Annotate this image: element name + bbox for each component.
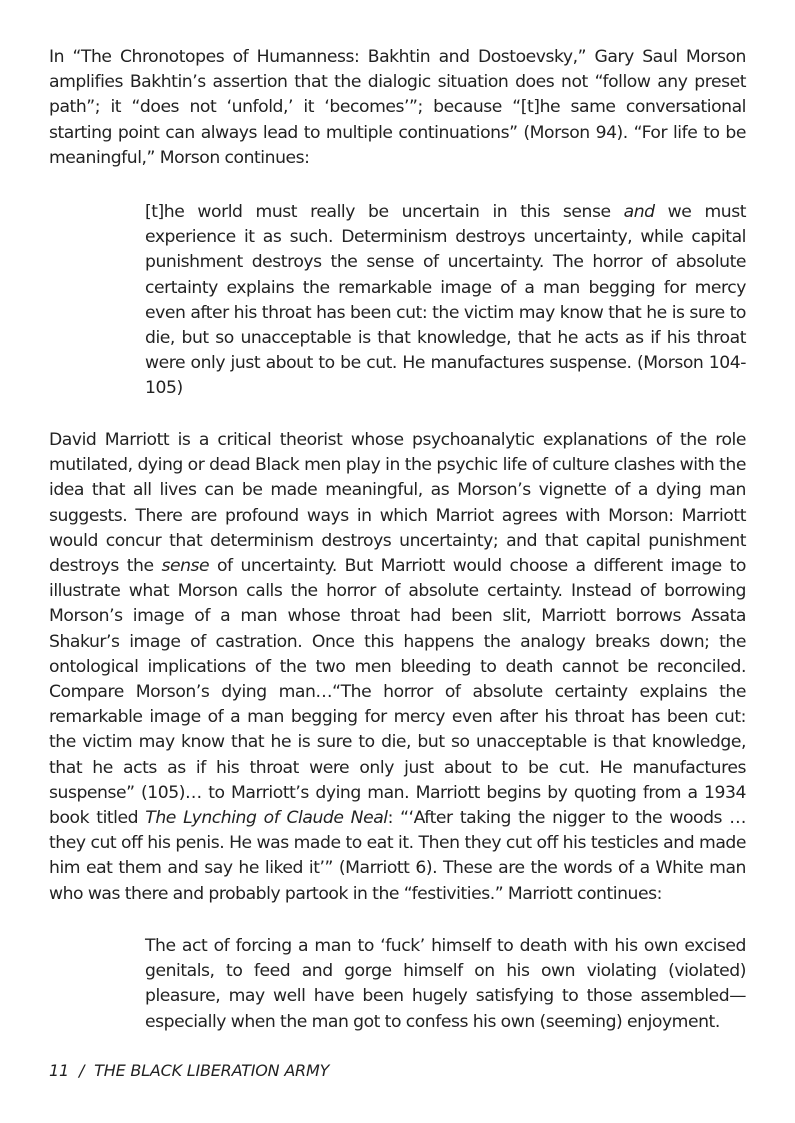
block-quote — [145, 200, 746, 402]
book-title: The Lynching of Claude Neal — [145, 808, 388, 829]
body-paragraph — [49, 45, 746, 171]
quote-text: The act of forcing a man to ‘fuck’ himself to death with his own excised genitals, to feed and gorge himself on his own violating (violated) pleasure, may well have been hugely satisfying to those assembled—especially when the man got to confess his own (seeming) enjoyment. — [145, 936, 746, 1032]
page-number: 11 — [49, 1061, 69, 1080]
paragraph-text: : “‘After taking the nigger to the woods …they cut off his penis. He was made to eat it. Then they cut off his testicles and made him eat them and say he liked it’” (Marriott 6). These are the words of a White man who was there and probably partook in the “festivities.” Marriott continues: — [49, 808, 746, 904]
quote-text: [t]he world must really be uncertain in this sense — [145, 202, 624, 222]
page-footer — [49, 1061, 329, 1080]
running-title: THE BLACK LIBERATION ARMY — [94, 1061, 330, 1080]
quote-emphasis: and — [623, 202, 655, 222]
block-quote — [145, 934, 746, 1035]
footer-separator: / — [78, 1061, 85, 1080]
quote-text: we must experience it as such. Determinism destroys uncertainty, while capital punishment destroys the sense of uncertainty. The horror of absolute certainty explains the remarkable image of a man begging for mercy even after his throat has been cut: the victim may know that he is sure to die, but so unacceptable is that knowledge, that he acts as if his throat were only just about to be cut. He manufactures suspense. (Morson 104-105) — [145, 202, 746, 399]
body-paragraph — [49, 428, 746, 907]
paragraph-text: David Marriott is a critical theorist whose psychoanalytic explanations of the role mutilated, dying or dead Black men play in the psychic life of culture clashes with the idea that all lives can be made meaningful, as Morson’s vignette of a dying man suggests. There are profound ways in which Marriot agrees with Morson: Marriott would concur that determinism destroys uncertainty; and that capital punishment destroys the — [49, 430, 746, 577]
paragraph-text: of uncertainty. But Marriott would choose a different image to illustrate what Morson calls the horror of absolute certainty. Instead of borrowing Morson’s image of a man whose throat had been slit, Marriott borrows Assata Shakur’s image of castration. Once this happens the analogy breaks down; the ontological implications of the two men bleeding to death cannot be reconciled. Compare Morson’s dying man…“The horror of absolute certainty explains the remarkable image of a man begging for mercy even after his throat has been cut: the victim may know that he is sure to die, but so unacceptable is that knowledge, that he acts as if his throat were only just about to be cut. He manufactures suspense” (105)… to Marriott’s dying man. Marriott begins by quoting from a 1934 book titled — [49, 556, 746, 829]
paragraph-text: In “The Chronotopes of Humanness: Bakhtin and Dostoevsky,” Gary Saul Morson amplifies Bakhtin’s assertion that the dialogic situation does not “follow any preset path”; it “does not ‘unfold,’ it ‘becomes’”; because “[t]he same conversational starting point can always lead to multiple continuations” (Morson 94). “For life to be meaningful,” Morson continues: — [49, 47, 746, 168]
paragraph-emphasis: sense — [161, 556, 210, 577]
